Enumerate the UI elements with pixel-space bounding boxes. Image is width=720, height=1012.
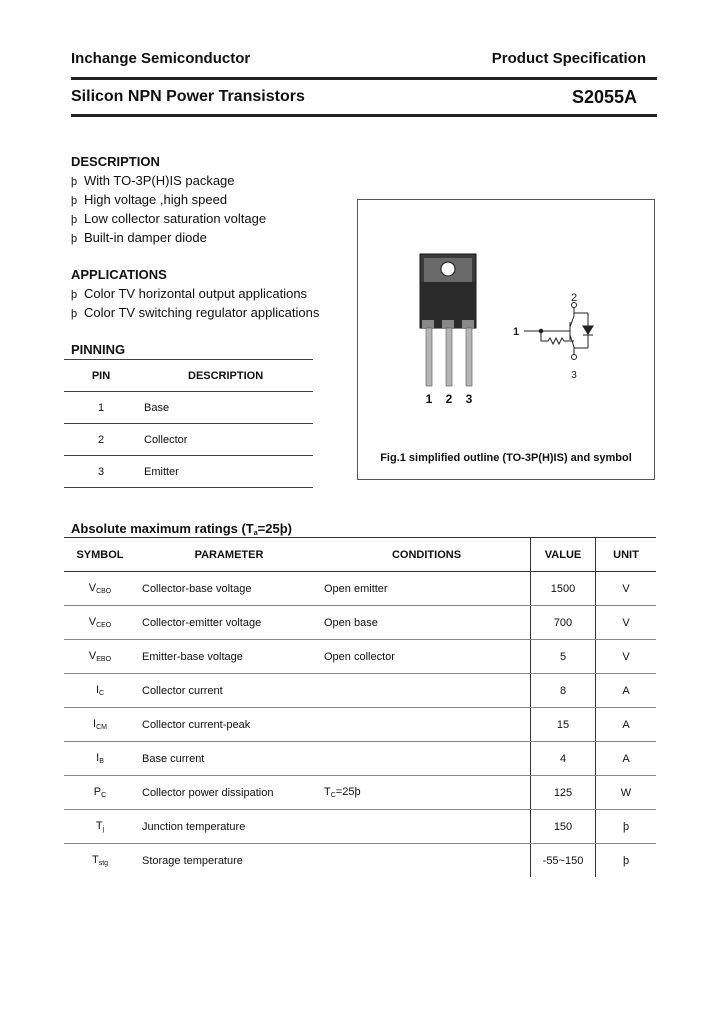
value-cell: -55~150 bbox=[531, 844, 596, 878]
pin-description: Emitter bbox=[138, 456, 313, 488]
ratings-title: Absolute maximum ratings $(T_a=25þ)$ bbox=[71, 521, 292, 537]
figure-caption: Fig.1 simplified outline (TO-3P(H)IS) and symbol bbox=[380, 452, 632, 464]
table-row bbox=[64, 810, 656, 844]
parameter-cell: Collector current-peak bbox=[136, 708, 323, 742]
list-item: þ Low collector saturation voltage bbox=[71, 211, 267, 226]
parameter-cell: Collector power dissipation bbox=[136, 776, 323, 810]
unit-cell: A bbox=[596, 708, 657, 742]
conditions-cell bbox=[323, 742, 531, 776]
value-cell: 8 bbox=[531, 674, 596, 708]
doc-type: Product Specification bbox=[491, 50, 646, 67]
pin-description: Base bbox=[138, 392, 313, 424]
symbol-emitter-label: 3 bbox=[571, 370, 577, 381]
list-item: þ High voltage ,high speed bbox=[71, 192, 228, 207]
unit-cell: þ bbox=[596, 810, 657, 844]
parameter-cell: Collector-base voltage bbox=[136, 572, 323, 606]
value-cell: 125 bbox=[531, 776, 596, 810]
value-cell: 5 bbox=[531, 640, 596, 674]
pinning-title: PINNING bbox=[71, 342, 126, 357]
conditions-cell: $T_C=25þ$ bbox=[323, 776, 531, 810]
package-outline-icon bbox=[420, 254, 476, 386]
pin-label: 2 bbox=[445, 392, 453, 406]
parameter-cell: Collector-emitter voltage bbox=[136, 606, 323, 640]
pin-number: 2 bbox=[64, 424, 138, 456]
pin-label: 3 bbox=[465, 392, 473, 406]
parameter-cell: Emitter-base voltage bbox=[136, 640, 323, 674]
table-row bbox=[64, 424, 313, 456]
bullet-icon: þ bbox=[71, 195, 78, 207]
table-row bbox=[64, 572, 656, 606]
bullet-icon: þ bbox=[71, 214, 78, 226]
table-row bbox=[64, 456, 313, 488]
header-rule-bottom bbox=[71, 114, 657, 117]
parameter-header: PARAMETER bbox=[136, 538, 323, 572]
conditions-cell bbox=[323, 844, 531, 878]
figure-box bbox=[357, 199, 655, 480]
table-row bbox=[64, 844, 656, 878]
pin-number: 1 bbox=[64, 392, 138, 424]
symbol-cell: $V_{CEO}$ bbox=[64, 606, 136, 640]
header-rule-top bbox=[71, 77, 657, 80]
conditions-cell bbox=[323, 674, 531, 708]
ratings-table bbox=[64, 537, 656, 877]
parameter-cell: Storage temperature bbox=[142, 854, 243, 867]
company-name: Inchange Semiconductor bbox=[71, 50, 251, 67]
table-row bbox=[64, 708, 656, 742]
npn-transistor-symbol-icon bbox=[524, 303, 593, 360]
list-item: þ With TO-3P(H)IS package bbox=[71, 173, 235, 188]
symbol-cell: $V_{CBO}$ bbox=[64, 572, 136, 606]
unit-cell: A bbox=[596, 742, 657, 776]
value-cell: 4 bbox=[531, 742, 596, 776]
table-row bbox=[64, 392, 313, 424]
bullet-icon: þ bbox=[71, 289, 78, 301]
parameter-cell: Junction temperature bbox=[136, 810, 323, 844]
pin-number: 3 bbox=[64, 456, 138, 488]
bullet-icon: þ bbox=[71, 308, 78, 320]
table-row bbox=[64, 742, 656, 776]
product-line: Silicon NPN Power Transistors bbox=[71, 88, 305, 105]
parameter-cell: Collector current bbox=[136, 674, 323, 708]
unit-cell: A bbox=[596, 674, 657, 708]
unit-cell: V bbox=[596, 606, 657, 640]
value-cell: 150 bbox=[531, 810, 596, 844]
list-item: þ Built-in damper diode bbox=[71, 230, 207, 245]
conditions-header: CONDITIONS bbox=[323, 538, 531, 572]
description-title: DESCRIPTION bbox=[71, 154, 160, 169]
package-and-symbol-figure bbox=[358, 200, 654, 440]
conditions-cell bbox=[323, 810, 531, 844]
symbol-cell: $T_{stg}$ bbox=[91, 854, 109, 867]
unit-cell: þ bbox=[622, 854, 630, 867]
parameter-cell: Base current bbox=[136, 742, 323, 776]
list-item: þ Color TV switching regulator applications bbox=[71, 305, 320, 320]
symbol-cell: $I_C$ bbox=[64, 674, 136, 708]
part-number: S2055A bbox=[571, 87, 637, 107]
conditions-cell: Open collector bbox=[323, 640, 531, 674]
unit-cell: W bbox=[596, 776, 657, 810]
unit-header: UNIT bbox=[596, 538, 657, 572]
value-cell: 700 bbox=[531, 606, 596, 640]
table-header-row bbox=[64, 360, 313, 392]
pin-header: PIN bbox=[64, 360, 138, 392]
symbol-cell: $P_C$ bbox=[64, 776, 136, 810]
conditions-cell: Open base bbox=[323, 606, 531, 640]
symbol-base-label: 1 bbox=[512, 326, 520, 338]
unit-cell: V bbox=[596, 640, 657, 674]
pinning-table bbox=[64, 359, 313, 488]
table-row bbox=[64, 640, 656, 674]
conditions-cell: Open emitter bbox=[323, 572, 531, 606]
bullet-icon: þ bbox=[71, 176, 78, 188]
symbol-cell: $V_{EBO}$ bbox=[64, 640, 136, 674]
conditions-cell bbox=[323, 708, 531, 742]
symbol-cell: $T_j$ bbox=[64, 810, 136, 844]
pin-description: Collector bbox=[138, 424, 313, 456]
symbol-header: SYMBOL bbox=[64, 538, 136, 572]
description-header: DESCRIPTION bbox=[138, 360, 313, 392]
table-row bbox=[64, 606, 656, 640]
table-header-row bbox=[64, 538, 656, 572]
applications-title: APPLICATIONS bbox=[71, 267, 167, 282]
bullet-icon: þ bbox=[71, 233, 78, 245]
symbol-cell: $I_B$ bbox=[64, 742, 136, 776]
symbol-collector-label: 2 bbox=[570, 292, 578, 304]
value-header: VALUE bbox=[531, 538, 596, 572]
pin-label: 1 bbox=[425, 392, 433, 406]
table-row bbox=[64, 674, 656, 708]
value-cell: 1500 bbox=[531, 572, 596, 606]
unit-cell: V bbox=[596, 572, 657, 606]
list-item: þ Color TV horizontal output applications bbox=[71, 286, 308, 301]
table-row bbox=[64, 776, 656, 810]
symbol-cell: $I_{CM}$ bbox=[64, 708, 136, 742]
value-cell: 15 bbox=[531, 708, 596, 742]
